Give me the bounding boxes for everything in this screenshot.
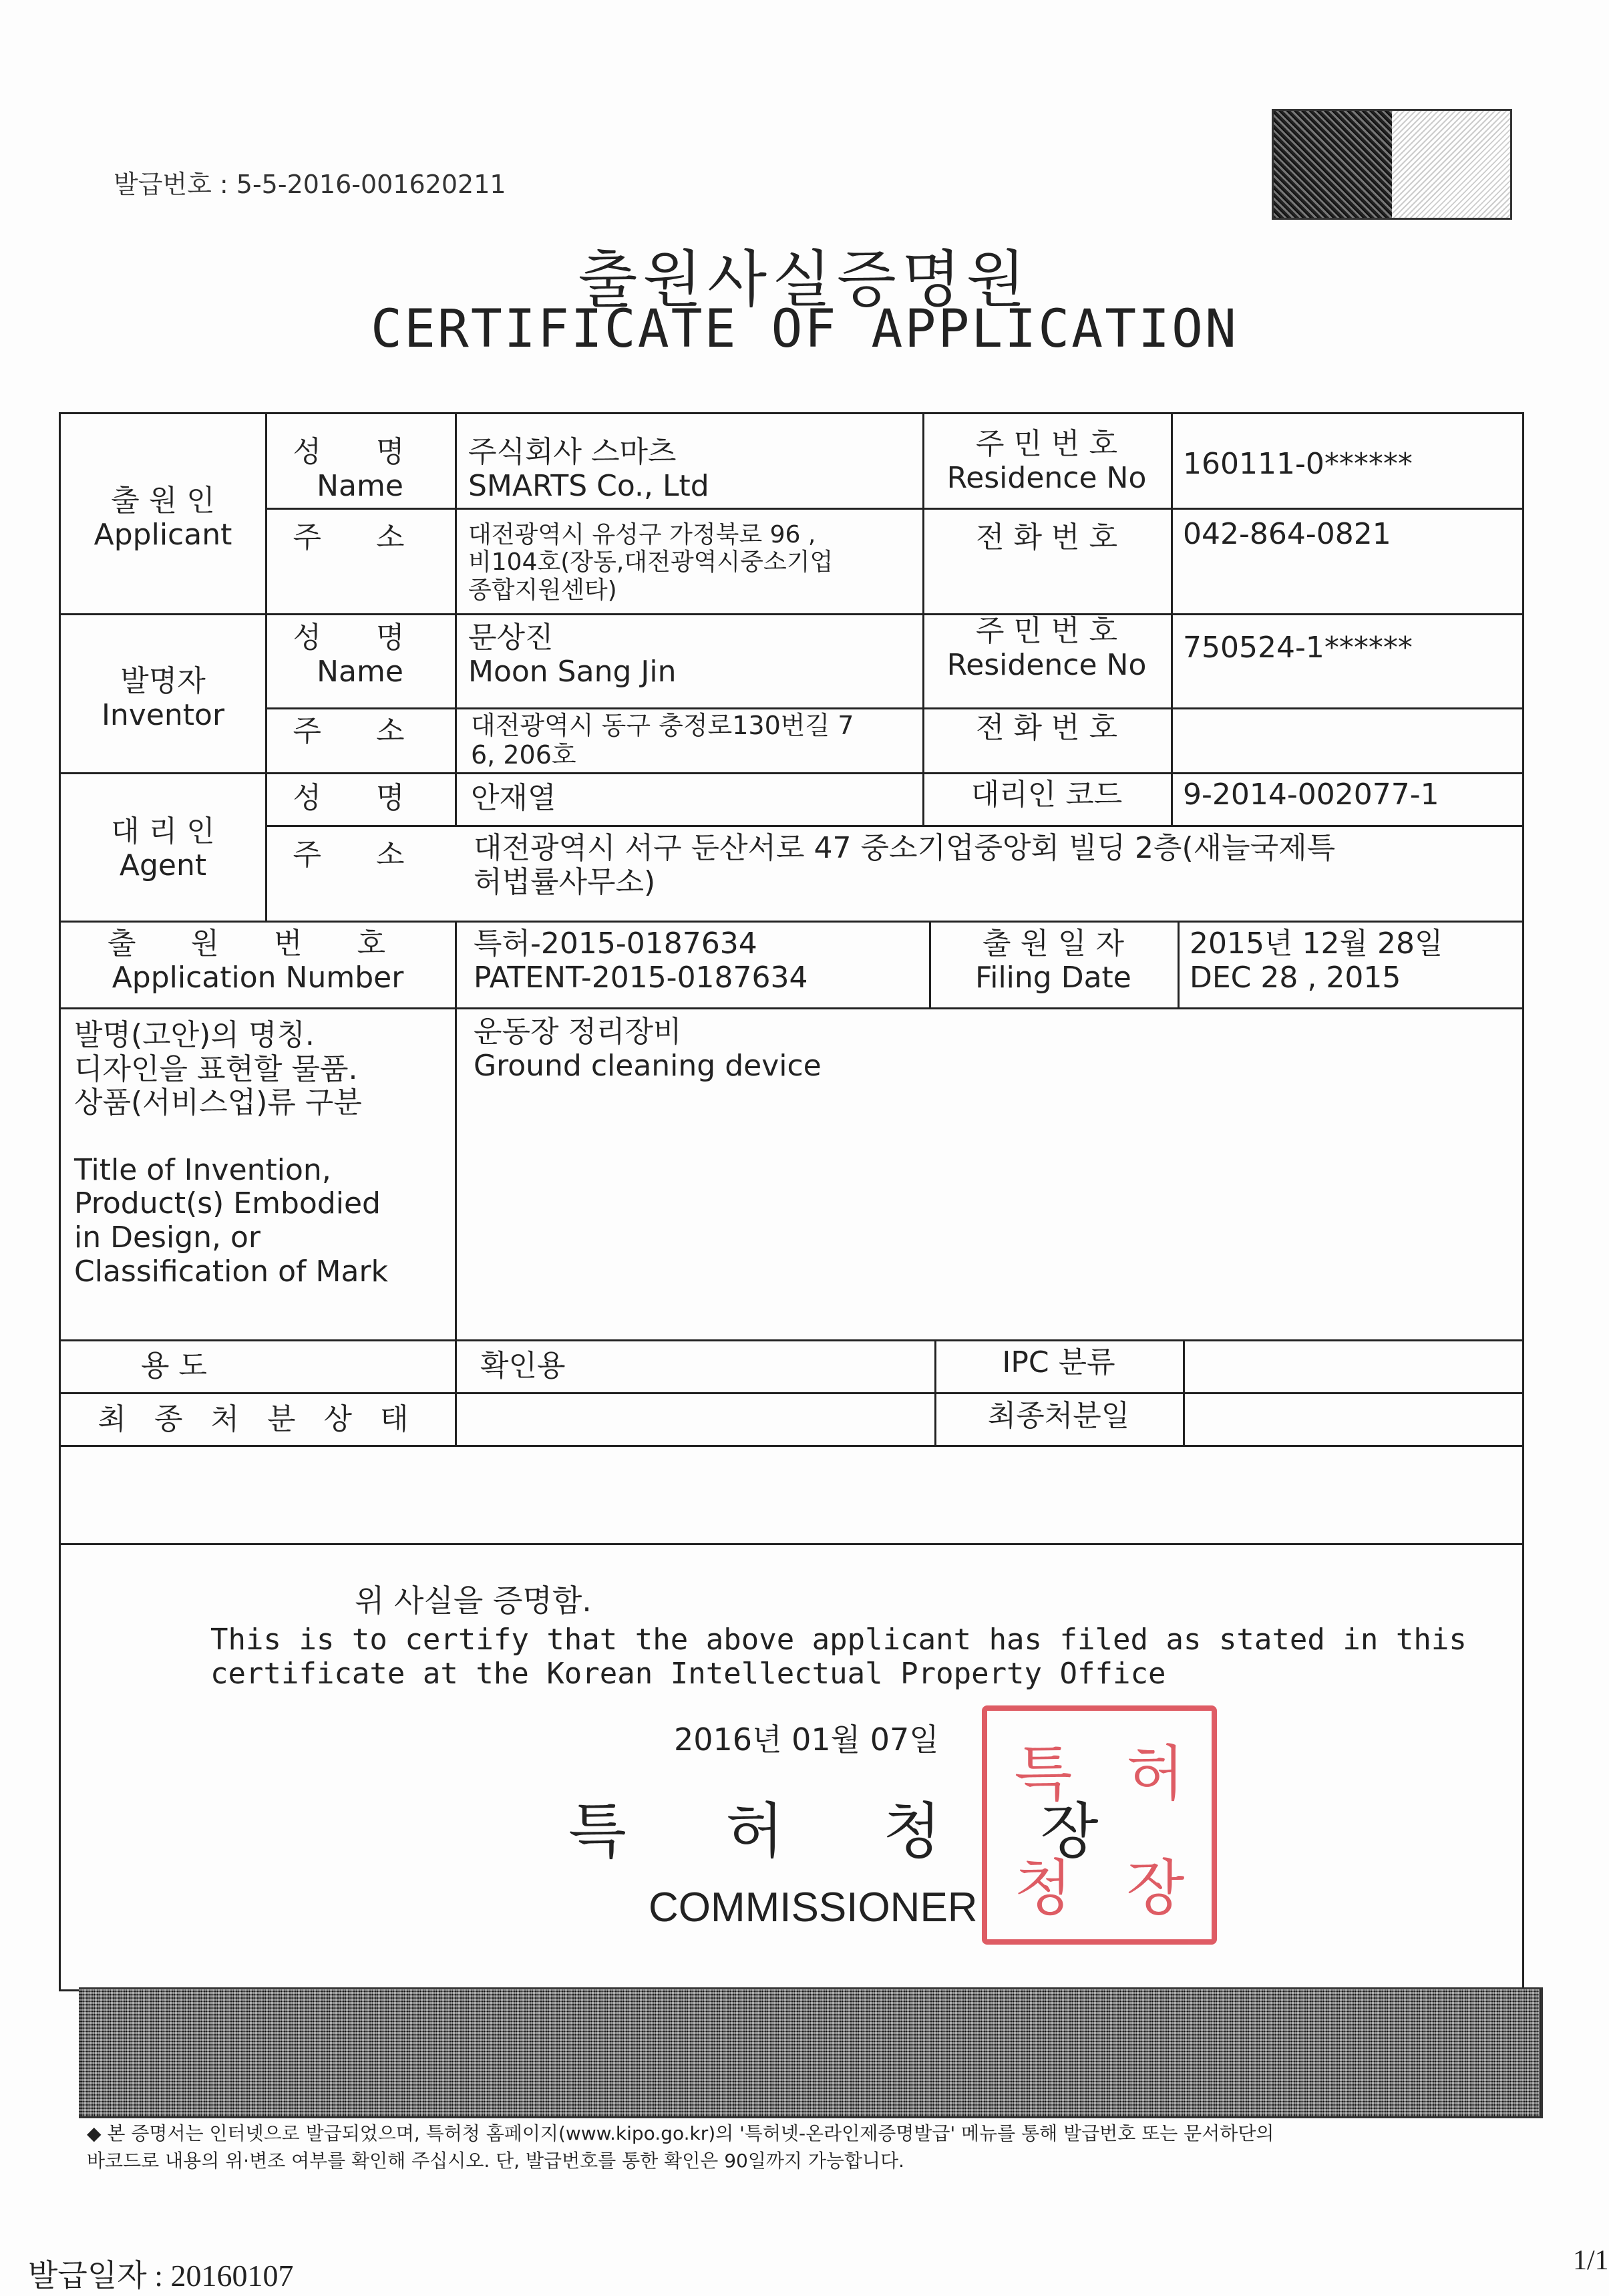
inventor-address-value: 대전광역시 동구 충정로130번길 7 6, 206호 xyxy=(471,711,854,770)
inventor-label: 발명자 Inventor xyxy=(101,664,225,732)
inventor-address-label: 주 소 xyxy=(293,714,427,748)
invention-title-label: 발명(고안)의 명칭. 디자인을 표현할 물품. 상품(서비스업)류 구분 Title of Invention, Product(s) Embodied in Design, or Classification of Mark xyxy=(74,1018,389,1289)
page-title-english: CERTIFICATE OF APPLICATION xyxy=(371,299,1238,359)
authority-korean: 특 허 청 장 xyxy=(568,1796,1139,1866)
inventor-name-label: 성 명 Name xyxy=(293,621,427,689)
filing-date-label: 출 원 일 자 Filing Date xyxy=(975,927,1131,995)
footer-notice-line1: ◆ 본 증명서는 인터넷으로 발급되었으며, 특허청 홈페이지(www.kipo.go.kr)의 '특허넷-온라인제증명발급' 메뉴를 통해 발급번호 또는 문서하단의 xyxy=(87,2122,1274,2144)
applicant-label: 출 원 인 Applicant xyxy=(94,484,232,552)
certification-date: 2016년 01월 07일 xyxy=(674,1721,939,1758)
final-date-label: 최종처분일 xyxy=(987,1399,1130,1433)
invention-title-value: 운동장 정리장비 Ground cleaning device xyxy=(474,1015,822,1083)
usage-value: 확인용 xyxy=(480,1349,566,1383)
agent-code-value: 9-2014-002077-1 xyxy=(1183,778,1439,812)
page-number: 1/1 xyxy=(1573,2245,1609,2276)
applicant-name-value: 주식회사 스마츠 SMARTS Co., Ltd xyxy=(468,435,709,503)
applicant-residence-label: 주 민 번 호 Residence No xyxy=(946,427,1147,495)
qr-code-box xyxy=(1272,109,1512,220)
agent-code-label: 대리인 코드 xyxy=(970,778,1123,812)
agent-name-label: 성 명 xyxy=(293,781,427,815)
certification-text-korean: 위 사실을 증명함. xyxy=(355,1583,592,1619)
applicant-name-label: 성 명 Name xyxy=(293,435,427,503)
applicant-phone-label: 전 화 번 호 xyxy=(976,520,1117,554)
agent-address-value: 대전광역시 서구 둔산서로 47 중소기업중앙회 빌딩 2층(새늘국제특 허법률사무소) xyxy=(474,831,1336,899)
application-number-label: 출 원 번 호 Application Number xyxy=(108,927,408,995)
applicant-address-label: 주 소 xyxy=(293,520,427,554)
official-seal-stamp: 특 허 청 장 xyxy=(982,1705,1217,1945)
agent-label: 대 리 인 Agent xyxy=(111,814,215,882)
applicant-address-value: 대전광역시 유성구 가정북로 96 , 비104호(장동,대전광역시중소기업 종합지원센타) xyxy=(468,521,834,604)
page-title-korean: 출원사실증명원 xyxy=(578,244,1031,315)
ipc-label: IPC 분류 xyxy=(1002,1345,1115,1379)
footer-issue-date: 발급일자 : 20160107 xyxy=(28,2259,294,2293)
applicant-phone-value: 042-864-0821 xyxy=(1183,517,1391,551)
authority-english: COMMISSIONER xyxy=(649,1884,978,1931)
inventor-residence-value: 750524-1****** xyxy=(1183,631,1413,665)
issue-number: 발급번호 : 5-5-2016-001620211 xyxy=(114,170,506,199)
inventor-phone-label: 전 화 번 호 xyxy=(976,711,1117,745)
agent-address-label: 주 소 xyxy=(293,838,427,872)
certification-text-english: This is to certify that the above applicant has filed as stated in this certificate at the Korean Intellectual Property Office xyxy=(210,1623,1467,1691)
application-number-value: 특허-2015-0187634 PATENT-2015-0187634 xyxy=(474,927,808,995)
agent-name-value: 안재열 xyxy=(471,781,556,815)
inventor-name-value: 문상진 Moon Sang Jin xyxy=(468,621,677,689)
filing-date-value: 2015년 12월 28일 DEC 28 , 2015 xyxy=(1190,927,1443,995)
footer-notice-line2: 바코드로 내용의 위·변조 여부를 확인해 주십시오. 단, 발급번호를 통한 확인은 90일까지 가능합니다. xyxy=(87,2150,905,2172)
certificate-table: 출 원 인 Applicant 성 명 Name 주식회사 스마츠 SMARTS Co., Ltd 주 민 번 호 Residence No 160111-0****** 주 소 대전광역시 유성구 가정북로 96 , 비104호(장동,대전광역시중소기업 종합지원센타) 전 화 번 호 042-864-0821 발명자 Inventor 성 명 Name 문상진 Moon Sang Jin 주 민 번 호 Residence No 750524-1****** 주 소 대전광역시 동구 충정로130번길 7 6, 206호 전 화 번 호 대 리 인 Agent 성 명 안재열 대리인 코드 9-2014-002077-1 주 소 대전광역시 서구 둔산서로 47 중소기업중앙회 빌딩 2층(새늘국제특 허법률사무소) 출 원 번 호 Application Number 특허-2015-0187634 PATENT-2015-0187634 출 원 일 자 Filing Date 2015년 12월 28일 DEC 28 , 2015 발명(고안)의 명칭. 디자인을 표현할 물품. 상품(서비스업)류 구분 Title of Invention, Product(s) Embodied in Design, or Classification of Mark 운동장 정리장비 Ground cleaning device 용 도 확인용 IPC 분류 최 종 처 분 상 태 최종처분일 위 사실을 증명함. This is to certify that the above applicant has filed as stated in this certificate at the Korean Intellectual Property Office 2016년 01월 07일 특 허 청 장 COMMISSIONER xyxy=(59,412,1524,1991)
final-status-label: 최 종 처 분 상 태 xyxy=(98,1402,418,1436)
inventor-residence-label: 주 민 번 호 Residence No xyxy=(946,614,1147,682)
applicant-residence-value: 160111-0****** xyxy=(1183,447,1413,481)
